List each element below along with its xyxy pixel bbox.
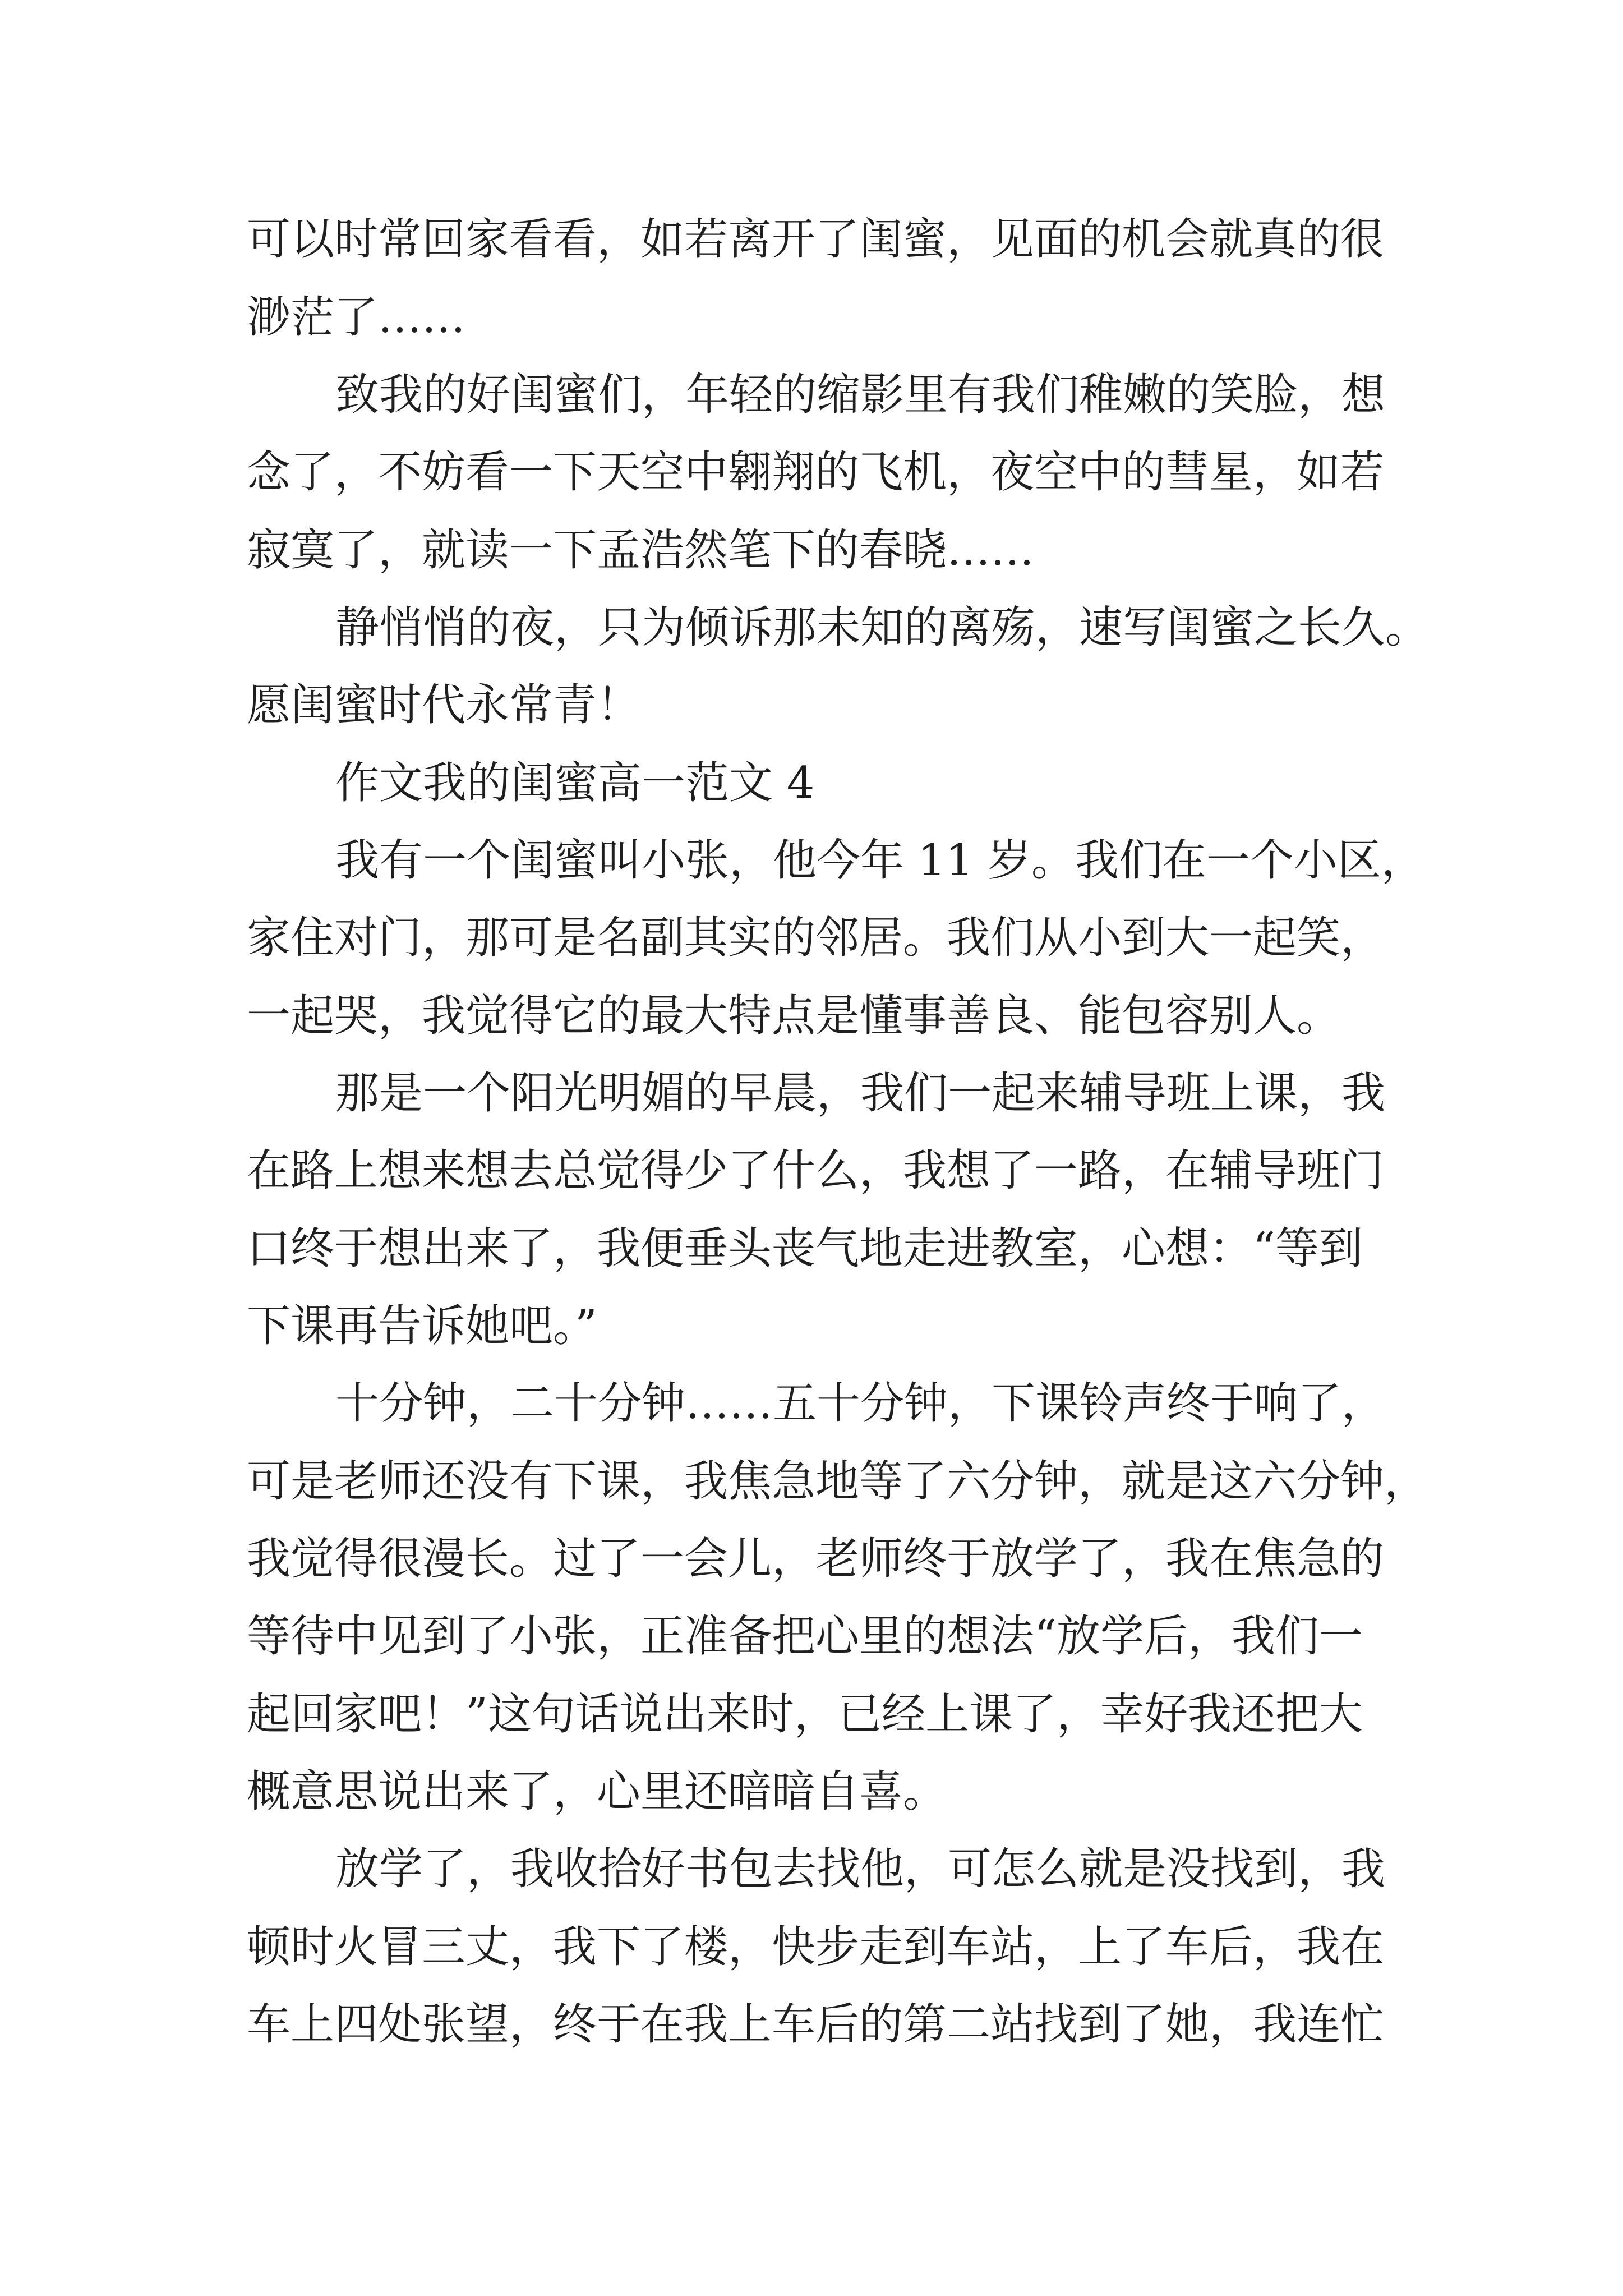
text-line: 我觉得很漫长。过了一会儿，老师终于放学了，我在焦急的 [247, 1534, 1385, 1584]
text-line: 概意思说出来了，心里还暗暗自喜。 [247, 1766, 947, 1817]
text-line: 车上四处张望，终于在我上车后的第二站找到了她，我连忙 [247, 1999, 1385, 2050]
paragraph-first-line: 十分钟，二十分钟……五十分钟，下课铃声终于响了， [335, 1378, 1386, 1429]
text-line: 在路上想来想去总觉得少了什么，我想了一路，在辅导班门 [247, 1145, 1385, 1196]
paragraph-first-line: 那是一个阳光明媚的早晨，我们一起来辅导班上课，我 [335, 1068, 1386, 1119]
section-heading: 作文我的闺蜜高一范文 4 [335, 758, 815, 808]
text-line: 寂寞了，就读一下孟浩然笔下的春晓…… [247, 525, 1035, 576]
text-line: 可是老师还没有下课，我焦急地等了六分钟，就是这六分钟， [247, 1456, 1428, 1507]
text-line: 渺茫了…… [247, 292, 466, 343]
text-line: 家住对门，那可是名副其实的邻居。我们从小到大一起笑， [247, 913, 1385, 963]
text-line: 下课再告诉她吧。” [247, 1301, 597, 1351]
paragraph-first-line: 放学了，我收拾好书包去找他，可怎么就是没找到，我 [335, 1844, 1386, 1894]
paragraph-first-line: 致我的好闺蜜们，年轻的缩影里有我们稚嫩的笑脸，想 [335, 370, 1386, 420]
text-line: 起回家吧！”这句话说出来时，已经上课了，幸好我还把大 [247, 1689, 1363, 1740]
text-line: 可以时常回家看看，如若离开了闺蜜，见面的机会就真的很 [247, 214, 1385, 265]
text-line: 一起哭，我觉得它的最大特点是懂事善良、能包容别人。 [247, 991, 1341, 1041]
text-line: 等待中见到了小张，正准备把心里的想法“放学后，我们一 [247, 1611, 1363, 1662]
text-line: 顿时火冒三丈，我下了楼，快步走到车站，上了车后，我在 [247, 1922, 1385, 1972]
paragraph-first-line: 静悄悄的夜，只为倾诉那未知的离殇，速写闺蜜之长久。 [335, 602, 1430, 653]
paragraph-first-line: 我有一个闺蜜叫小张，他今年 11 岁。我们在一个小区， [335, 835, 1425, 886]
text-line: 愿闺蜜时代永常青！ [247, 680, 641, 730]
text-line: 念了，不妨看一下天空中翱翔的飞机，夜空中的彗星，如若 [247, 447, 1385, 498]
text-line: 口终于想出来了，我便垂头丧气地走进教室，心想：“等到 [247, 1223, 1363, 1274]
